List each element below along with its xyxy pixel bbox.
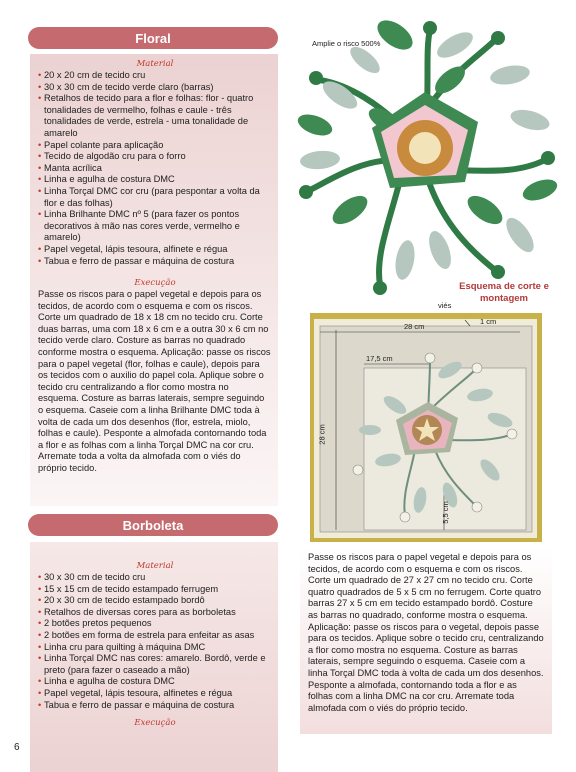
flower-center: [409, 132, 441, 164]
list-item: • Linha Brilhante DMC nº 5 (para fazer os pontos decorativos à mão nas cores verde, vermelho e amarelo): [38, 209, 240, 243]
list-item: • 2 botões em forma de estrela para enfeitar as asas: [38, 629, 255, 640]
borboleta-panel: [30, 542, 278, 772]
list-item: • Retalhos de diversas cores para as borboletas: [38, 606, 236, 617]
borboleta-execution-heading: Execução: [134, 718, 176, 729]
list-item: • 15 x 15 cm de tecido estampado ferrugem: [38, 583, 219, 594]
list-item: • Linha e agulha de costura DMC: [38, 676, 175, 687]
list-item: • Tecido de algodão cru para o forro: [38, 151, 186, 162]
floral-execution-heading: Execução: [134, 278, 176, 289]
list-item: • Manta acrílica: [38, 162, 102, 173]
list-item: • Retalhos de tecido para a flor e folhas: flor - quatro tonalidades de vermelho, folhas e caule - três tonalidades de verde, estrela - uma tonalidade de amarelo: [38, 93, 254, 138]
borboleta-title: Borboleta: [122, 517, 184, 533]
floral-materials-list: [38, 70, 272, 267]
floral-panel: [30, 54, 278, 506]
cutting-scheme-diagram: [310, 310, 542, 542]
list-item: • 20 x 30 cm de tecido estampado bordô: [38, 595, 205, 606]
enlarge-caption: Amplie o risco 500%: [312, 39, 381, 48]
label-17-5cm: 17,5 cm: [366, 354, 393, 363]
borboleta-materials-list: [38, 572, 272, 711]
floral-material-heading: Material: [136, 59, 174, 69]
list-item: • Tabua e ferro de passar e máquina de costura: [38, 255, 235, 266]
list-item: • 30 x 30 cm de tecido cru: [38, 572, 146, 582]
label-28cm-side: 28 cm: [317, 424, 327, 445]
page-number: 6: [14, 742, 20, 753]
list-item: • 30 x 30 cm de tecido verde claro (barras): [38, 81, 214, 92]
floral-execution-text: Passe os riscos para o papel vegetal e depois para os tecidos, de acordo com o esquema e com os riscos. Corte um quadrado de 18 x 18 cm no tecido cru. Corte duas barras, uma com 18 x 6 cm e a outra 30 x 6 cm no tecido verde claro. Costure as barras no quadrado conforme mostra o esquema. Aplicação: passe os riscos para o papel vegetal (flor, folhas e caule), depois para os tecidos com o auxilio do papel cola. Aplique sobre o tecido cru centralizando a flor como mostra no esquema. Costure as barras laterais, sempre seguindo o esquema. Caseie com a linha Brilhante DMC toda à volta de cada um dos desenhos (flor, estrela, miolo, folhas e caule). Pesponte a almofada contornando toda a flor e as folhas com a linha Torçal DMC na cor cru. Arremate toda a volta da almofada com o viés do próprio tecido.: [38, 289, 271, 473]
list-item: • Linha Torçal DMC nas cores: amarelo. Bordô, verde e preto (para fazer o caseado a mão): [38, 653, 266, 675]
flower-pattern-illustration: [280, 10, 570, 300]
borboleta-execution-panel: [300, 548, 552, 734]
borboleta-execution-text: Passe os riscos para o papel vegetal e depois para os tecidos, de acordo com o esquema e com os riscos. Corte um quadrado de 27 x 27 cm no tecido cru. Corte quatro quadrados de 5 x 5 cm no ferrugem. Corte quatro barras 27 x 5 cm em tecido estampado bordô. Costure as barras no quadrado, conforme mostra o esquema. Aplicação: passe os riscos para o vegetal, depois passe para os tecidos. Aplique sobre o tecido cru, centralizando a flor como mostra no esquema. Costure as barras laterais, sempre seguindo o esquema. Caseie com a linha Torçal DMC toda à volta de cada um dos desenhos. Pesponte a almofada, contornando toda a flor e as folhas com a linha DMC na cor cru. Arremate toda almofada com o viés do próprio tecido.: [308, 552, 544, 713]
list-item: • Papel vegetal, lápis tesoura, alfinetes e régua: [38, 687, 233, 698]
borboleta-material-heading: Material: [136, 561, 174, 571]
list-item: • Linha Torçal DMC cor cru (para pespontar a volta da flor e das folhas): [38, 185, 260, 208]
label-1cm: 1 cm: [480, 317, 497, 326]
list-item: • 2 botões pretos pequenos: [38, 618, 152, 629]
list-item: • Linha e agulha de costura DMC: [38, 174, 175, 185]
scheme-title: Esquema de corte e montagem: [459, 281, 549, 304]
label-28cm-top: 28 cm: [404, 322, 425, 331]
list-item: • Tabua e ferro de passar e máquina de costura: [38, 699, 235, 710]
list-item: • Papel vegetal, lápis tesoura, alfinete e régua: [38, 243, 228, 254]
list-item: • 20 x 20 cm de tecido cru: [38, 70, 146, 80]
borboleta-title-pill: [28, 514, 278, 536]
label-5-5cm: 5,5 cm: [440, 501, 450, 524]
list-item: • Linha cru para quilting à máquina DMC: [38, 641, 206, 652]
floral-title-pill: [28, 27, 278, 49]
list-item: • Papel colante para aplicação: [38, 139, 164, 150]
floral-title: Floral: [135, 30, 171, 46]
label-vies: viés: [438, 301, 452, 310]
